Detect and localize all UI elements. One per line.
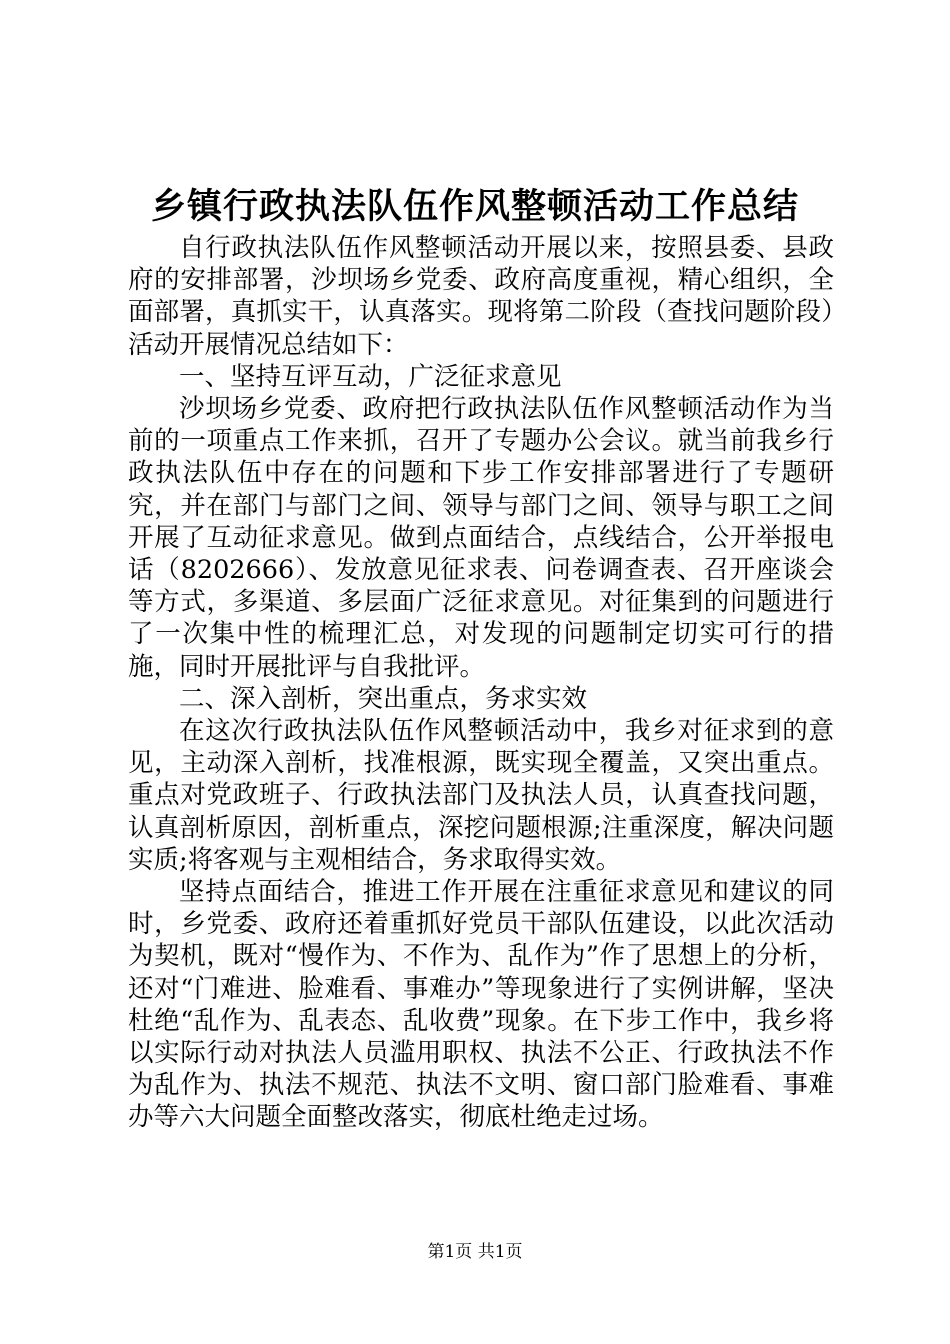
closing-paragraph: 坚持点面结合，推进工作开展在注重征求意见和建议的同时，乡党委、政府还着重抓好党员干部队伍建设，以此次活动为契机，既对“慢作为、不作为、乱作为”作了思想上的分析，还对“门难进、脸难看、事难办”等现象进行了实例讲解，坚决杜绝“乱作为、乱表态、乱收费”现象。在下步工作中，我乡将以实际行动对执法人员滥用职权、执法不公正、行政执法不作为乱作为、执法不规范、执法不文明、窗口部门脸难看、事难办等六大问题全面整改落实，彻底杜绝走过场。 [128,877,834,1133]
intro-paragraph: 自行政执法队伍作风整顿活动开展以来，按照县委、县政府的安排部署，沙坝场乡党委、政府高度重视，精心组织，全面部署，真抓实干，认真落实。现将第二阶段（查找问题阶段）活动开展情况总结如下： [128,233,834,360]
document-title: 乡镇行政执法队伍作风整顿活动工作总结 [150,186,799,227]
section-1-paragraph: 沙坝场乡党委、政府把行政执法队伍作风整顿活动作为当前的一项重点工作来抓，召开了专题办公会议。就当前我乡行政执法队伍中存在的问题和下步工作安排部署进行了专题研究，并在部门与部门之间、领导与部门之间、领导与职工之间开展了互动征求意见。做到点面结合，点线结合，公开举报电话（8202666）、发放意见征求表、问卷调查表、召开座谈会等方式，多渠道、多层面广泛征求意见。对征集到的问题进行了一次集中性的梳理汇总，对发现的问题制定切实可行的措施，同时开展批评与自我批评。 [128,394,834,682]
document-body [128,232,834,1134]
section-2-paragraph: 在这次行政执法队伍作风整顿活动中，我乡对征求到的意见，主动深入剖析，找准根源，既实现全覆盖，又突出重点。重点对党政班子、行政执法部门及执法人员，认真查找问题，认真剖析原因，剖析重点，深挖问题根源;注重深度，解决问题实质;将客观与主观相结合，务求取得实效。 [128,716,834,875]
section-heading-2: 二、深入剖析，突出重点，务求实效 [179,683,588,714]
section-heading-1: 一、坚持互评互动，广泛征求意见 [179,361,562,392]
page-footer: 第1页 共1页 [427,1242,523,1262]
